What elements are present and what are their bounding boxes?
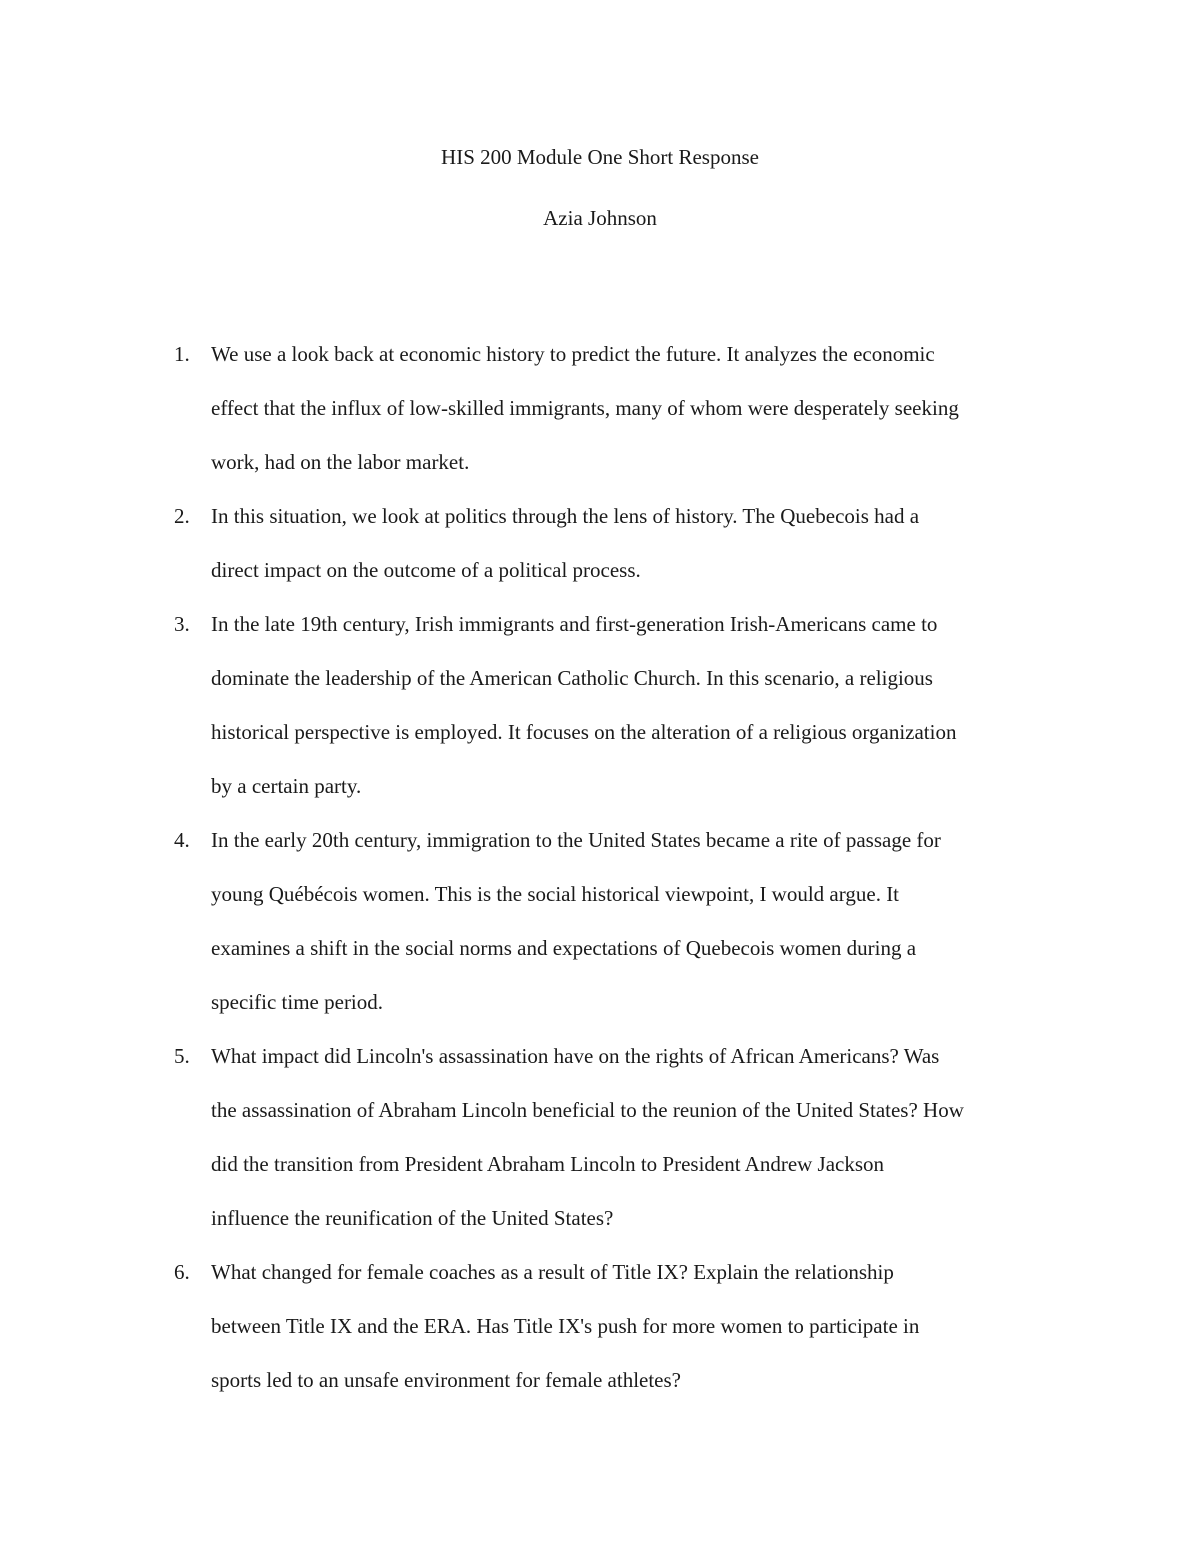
item-number: 2. — [174, 504, 190, 528]
text-line: What changed for female coaches as a result of Title IX? Explain the relationship — [211, 1260, 894, 1284]
text-line: In the late 19th century, Irish immigrants and first-generation Irish-Americans came to — [211, 612, 938, 636]
item-text — [211, 597, 1061, 813]
text-line: work, had on the labor market. — [211, 450, 470, 474]
item-text — [211, 327, 1061, 489]
item-number: 5. — [174, 1044, 190, 1068]
author-name: Azia Johnson — [543, 206, 657, 230]
text-line: influence the reunification of the United States? — [211, 1206, 614, 1230]
text-line: direct impact on the outcome of a political process. — [211, 558, 641, 582]
list-item — [0, 489, 1200, 597]
list-item — [0, 1245, 1200, 1407]
list-item — [0, 597, 1200, 813]
text-line: specific time period. — [211, 990, 384, 1014]
text-line: dominate the leadership of the American Catholic Church. In this scenario, a religious — [211, 666, 933, 690]
list-item — [0, 327, 1200, 489]
answer-list — [0, 327, 1200, 1407]
text-line: In the early 20th century, immigration to the United States became a rite of passage for — [211, 828, 941, 852]
text-line: historical perspective is employed. It focuses on the alteration of a religious organization — [211, 720, 957, 744]
text-line: did the transition from President Abraham Lincoln to President Andrew Jackson — [211, 1152, 885, 1176]
item-text — [211, 1029, 1061, 1245]
text-line: between Title IX and the ERA. Has Title IX's push for more women to participate in — [211, 1314, 920, 1338]
text-line: by a certain party. — [211, 774, 362, 798]
item-number: 4. — [174, 828, 190, 852]
list-item — [0, 1029, 1200, 1245]
text-line: effect that the influx of low-skilled immigrants, many of whom were desperately seeking — [211, 396, 959, 420]
item-number: 3. — [174, 612, 190, 636]
text-line: We use a look back at economic history to predict the future. It analyzes the economic — [211, 342, 935, 366]
item-text — [211, 1245, 1061, 1407]
text-line: the assassination of Abraham Lincoln beneficial to the reunion of the United States? How — [211, 1098, 964, 1122]
document-title: HIS 200 Module One Short Response — [441, 145, 759, 169]
text-line: young Québécois women. This is the social historical viewpoint, I would argue. It — [211, 882, 900, 906]
text-line: In this situation, we look at politics through the lens of history. The Quebecois had a — [211, 504, 920, 528]
item-number: 6. — [174, 1260, 190, 1284]
text-line: sports led to an unsafe environment for female athletes? — [211, 1368, 681, 1392]
list-item — [0, 813, 1200, 1029]
item-text — [211, 813, 1061, 1029]
item-text — [211, 489, 1061, 597]
text-line: What impact did Lincoln's assassination have on the rights of African Americans? Was — [211, 1044, 940, 1068]
text-line: examines a shift in the social norms and expectations of Quebecois women during a — [211, 936, 917, 960]
item-number: 1. — [174, 342, 190, 366]
